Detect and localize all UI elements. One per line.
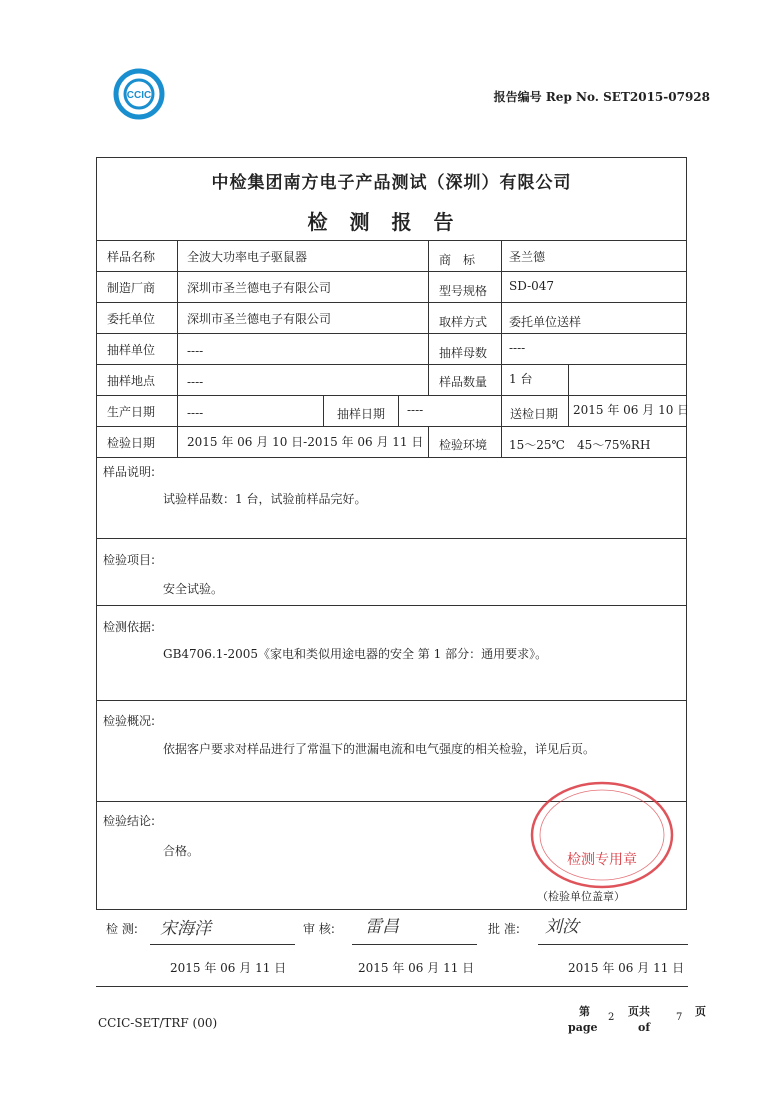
tester-signature: 宋海洋 <box>160 919 211 939</box>
inspection-seal <box>527 778 677 893</box>
sampling-place-value: ---- <box>187 375 204 389</box>
form-code: CCIC-SET/TRF (00) <box>98 1016 218 1030</box>
reviewer-signature: 雷昌 <box>365 917 399 937</box>
quantity-label: 样品数量 <box>439 375 488 389</box>
sampler-label: 抽样单位 <box>107 343 156 357</box>
model-label: 型号规格 <box>439 284 488 298</box>
basis-text: GB4706.1-2005《家电和类似用途电器的安全 第 1 部分：通用要求》。 <box>163 647 548 661</box>
production-date-label: 生产日期 <box>107 405 156 419</box>
delivery-date-label: 送检日期 <box>510 407 559 421</box>
sampling-method-value: 委托单位送样 <box>509 315 582 329</box>
report-number: 报告编号 Rep No. SET2015-07928 <box>493 90 710 104</box>
page-label-cn: 第 <box>579 1005 590 1018</box>
brand-value: 圣兰德 <box>509 250 546 264</box>
tester-date: 2015 年 06 月 11 日 <box>170 961 287 975</box>
sample-base-label: 抽样母数 <box>439 346 488 360</box>
page-label-en: page <box>568 1021 598 1034</box>
env-value: 15～25℃ 45～75%RH <box>509 438 651 452</box>
sample-name-label: 样品名称 <box>107 250 156 264</box>
manufacturer-label: 制造厂商 <box>107 281 156 295</box>
tester-label: 检 测: <box>106 922 138 936</box>
items-text: 安全试验。 <box>163 582 224 596</box>
quantity-value: 1 台 <box>509 372 533 386</box>
approver-label: 批 准: <box>488 922 520 936</box>
test-date-label: 检验日期 <box>107 436 156 450</box>
ccic-logo <box>113 68 165 120</box>
conclusion-text: 合格。 <box>163 844 200 858</box>
sample-base-value: ---- <box>509 341 526 355</box>
brand-label: 商 标 <box>439 253 476 267</box>
delivery-date-value: 2015 年 06 月 10 日 <box>573 403 690 417</box>
seal-note: （检验单位盖章） <box>537 890 625 903</box>
sample-name-value: 全波大功率电子驱鼠器 <box>187 250 308 264</box>
page-number: 2 <box>608 1012 615 1023</box>
of-label-cn: 页共 <box>628 1005 650 1018</box>
report-title: 检测报告 <box>307 210 476 234</box>
svg-text:CCIC: CCIC <box>126 90 152 101</box>
page-suffix-cn: 页 <box>695 1005 706 1018</box>
reviewer-date: 2015 年 06 月 11 日 <box>358 961 475 975</box>
manufacturer-value: 深圳市圣兰德电子有限公司 <box>187 281 332 295</box>
approver-signature: 刘汝 <box>545 917 579 937</box>
production-date-value: ---- <box>187 406 204 420</box>
env-label: 检验环境 <box>439 438 488 452</box>
report-form <box>96 157 690 910</box>
sampling-place-label: 抽样地点 <box>107 374 156 388</box>
overview-title: 检验概况: <box>103 714 156 728</box>
model-value: SD-047 <box>509 279 555 293</box>
client-value: 深圳市圣兰德电子有限公司 <box>187 312 332 326</box>
total-pages: 7 <box>676 1012 683 1023</box>
client-label: 委托单位 <box>107 312 156 326</box>
of-label-en: of <box>638 1021 651 1034</box>
sampling-date-label: 抽样日期 <box>337 407 386 421</box>
conclusion-title: 检验结论: <box>103 814 156 828</box>
sample-desc-text: 试验样品数：1 台，试验前样品完好。 <box>163 492 367 506</box>
sampling-date-value: ---- <box>407 403 424 417</box>
approver-date: 2015 年 06 月 11 日 <box>568 961 685 975</box>
overview-text: 依据客户要求对样品进行了常温下的泄漏电流和电气强度的相关检验，详见后页。 <box>163 742 596 756</box>
reviewer-label: 审 核: <box>303 922 335 936</box>
sampler-value: ---- <box>187 344 204 358</box>
svg-text:检测专用章: 检测专用章 <box>567 852 637 868</box>
company-name: 中检集团南方电子产品测试（深圳）有限公司 <box>211 173 572 193</box>
sample-desc-title: 样品说明: <box>103 465 156 479</box>
basis-title: 检测依据: <box>103 620 156 634</box>
items-title: 检验项目: <box>103 553 156 567</box>
sampling-method-label: 取样方式 <box>439 315 488 329</box>
test-date-value: 2015 年 06 月 10 日-2015 年 06 月 11 日 <box>187 435 424 449</box>
